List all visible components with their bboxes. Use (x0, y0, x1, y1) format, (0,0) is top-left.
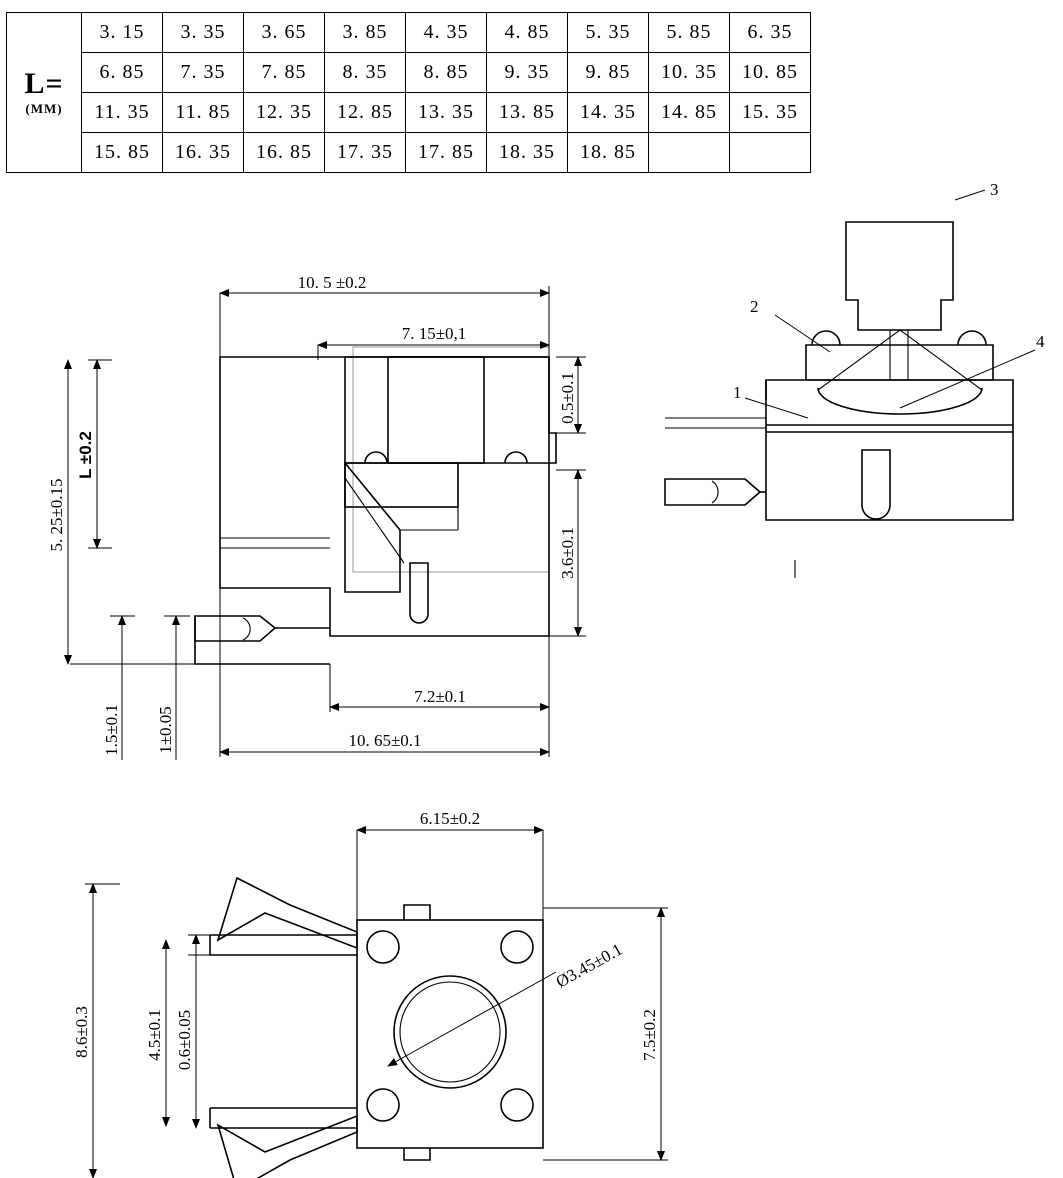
dim-lead-width: 0.6±0.05 (175, 1009, 194, 1071)
table-cell: 13. 85 (487, 93, 568, 133)
table-cell: 8. 35 (325, 53, 406, 93)
table-cell: 3. 15 (82, 13, 163, 53)
callout-1: 1 (733, 383, 742, 402)
iso-view-drawing (665, 180, 1045, 578)
dim-body-height: 3.6±0.1 (558, 527, 577, 579)
dim-base-width: 7.2±0.1 (414, 687, 466, 706)
dim-base-overall: 10. 65±0.1 (348, 731, 422, 750)
table-cell: 5. 85 (649, 13, 730, 53)
dim-overall-width: 10. 5 ±0.2 (297, 273, 367, 292)
table-cell: 14. 85 (649, 93, 730, 133)
dim-top-width: 6.15±0.2 (419, 809, 481, 828)
table-cell: 4. 85 (487, 13, 568, 53)
top-view-drawing (72, 809, 668, 1178)
table-cell: 6. 35 (730, 13, 811, 53)
table-cell: 3. 65 (244, 13, 325, 53)
table-cell: 9. 85 (568, 53, 649, 93)
table-cell: 12. 85 (325, 93, 406, 133)
table-cell: 4. 35 (406, 13, 487, 53)
table-cell: 10. 35 (649, 53, 730, 93)
table-cell: 8. 85 (406, 53, 487, 93)
table-cell: 6. 85 (82, 53, 163, 93)
table-cell: 16. 35 (163, 133, 244, 173)
table-cell: 15. 35 (730, 93, 811, 133)
dim-diameter: Ø3.45±0.1 (552, 939, 626, 992)
callout-3: 3 (990, 180, 999, 199)
callout-2: 2 (750, 297, 759, 316)
callout-4: 4 (1036, 332, 1045, 351)
dim-pin-thickness: 1±0.05 (156, 706, 175, 754)
dim-top-step: 0.5±0.1 (558, 372, 577, 424)
table-cell: 16. 85 (244, 133, 325, 173)
table-cell: 15. 85 (82, 133, 163, 173)
table-cell: 17. 35 (325, 133, 406, 173)
dim-total-height: 5. 25±0.15 (47, 478, 66, 552)
table-cell: 10. 85 (730, 53, 811, 93)
table-cell: 17. 85 (406, 133, 487, 173)
dim-pin-height: 1.5±0.1 (102, 704, 121, 756)
table-cell: 3. 35 (163, 13, 244, 53)
table-cell: 18. 85 (568, 133, 649, 173)
table-cell: 7. 85 (244, 53, 325, 93)
table-cell: 14. 35 (568, 93, 649, 133)
dim-overall-height: 8.6±0.3 (72, 1006, 91, 1058)
l-label-main: L= (24, 66, 64, 100)
table-cell: 12. 35 (244, 93, 325, 133)
l-label-unit: (MM) (25, 100, 63, 116)
dim-L: L ±0.2 (76, 431, 95, 479)
table-cell: 5. 35 (568, 13, 649, 53)
dim-lead-span: 4.5±0.1 (145, 1009, 164, 1061)
table-cell: 13. 35 (406, 93, 487, 133)
table-cell: 3. 85 (325, 13, 406, 53)
dim-top-height: 7.5±0.2 (640, 1009, 659, 1061)
table-cell: 11. 85 (163, 93, 244, 133)
table-cell: 18. 35 (487, 133, 568, 173)
dim-body-width: 7. 15±0,1 (401, 324, 467, 343)
table-cell: 11. 35 (82, 93, 163, 133)
table-cell: 7. 35 (163, 53, 244, 93)
table-cell: 9. 35 (487, 53, 568, 93)
